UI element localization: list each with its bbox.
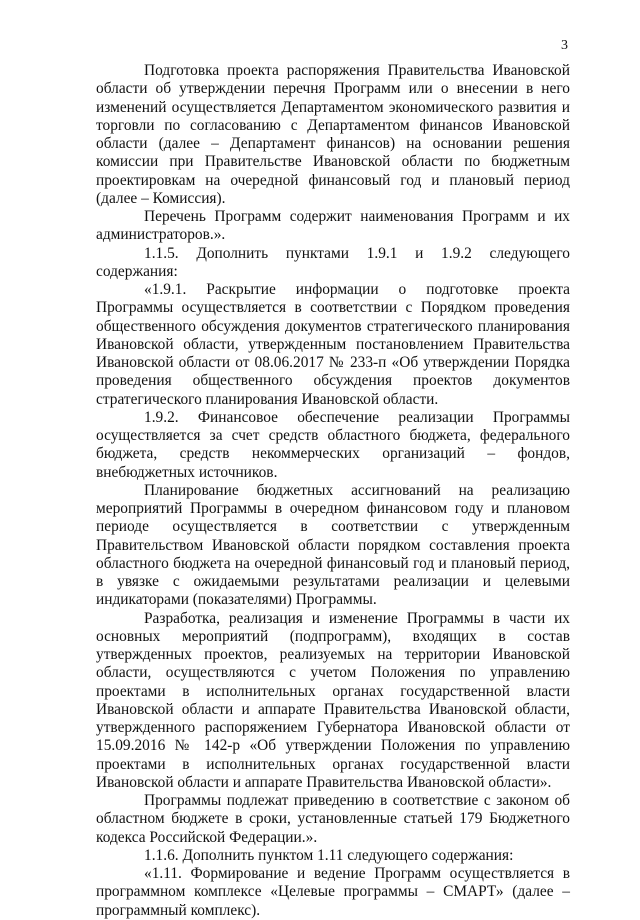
paragraph: 1.9.2. Финансовое обеспечение реализации Программы осуществляется за счет средств областного бюджета, федерального бюджета, средств некоммерческих организаций – фондов, внебюджетных источников.	[96, 408, 570, 481]
paragraph: Перечень Программ содержит наименования Программ и их администраторов.».	[96, 208, 570, 244]
paragraph: 1.1.6. Дополнить пунктом 1.11 следующего содержания:	[144, 846, 514, 864]
page-number: 3	[561, 38, 568, 53]
paragraph: 1.1.5. Дополнить пунктами 1.9.1 и 1.9.2 следующего содержания:	[96, 244, 570, 280]
paragraph: «1.11. Формирование и ведение Программ осуществляется в программном комплексе «Целевые программы – СМАРТ» (далее – программный комплекс).	[96, 865, 570, 919]
document-body	[96, 62, 570, 920]
paragraph: Программы подлежат приведению в соответствие с законом об областном бюджете в сроки, установленные статьей 179 Бюджетного кодекса Российской Федерации.».	[96, 792, 570, 846]
paragraph: «1.9.1. Раскрытие информации о подготовке проекта Программы осуществляется в соответствии с Порядком проведения общественного обсуждения документов стратегического планирования Ивановской области, утвержденным постановлением Правительства Ивановской области от 08.06.2017 № 233-п «Об утверждении Порядка проведения общественного обсуждения проектов документов стратегического планирования Ивановской области.	[96, 281, 570, 408]
paragraph: Подготовка проекта распоряжения Правительства Ивановской области об утверждении перечня Программ или о внесении в него изменений осуществляется Департаментом экономического развития и торговли по согласованию с Департаментом финансов Ивановской области (далее – Департамент финансов) на основании решения комиссии при Правительстве Ивановской области по бюджетным проектировкам на очередной финансовый год и плановый период (далее – Комиссия).	[96, 62, 570, 207]
paragraph: Планирование бюджетных ассигнований на реализацию мероприятий Программы в очередном финансовом году и плановом периоде осуществляется в соответствии с утвержденным Правительством Ивановской области порядком составления проекта областного бюджета на очередной финансовый год и плановый период, в увязке с ожидаемыми результатами реализации и целевыми индикаторами (показателями) Программы.	[96, 481, 570, 609]
paragraph: Разработка, реализация и изменение Программы в части их основных мероприятий (подпрограмм), входящих в состав утвержденных проектов, реализуемых на территории Ивановской области, осуществляются с учетом Положения по управлению проектами в исполнительных органах государственной власти Ивановской области и аппарате Правительства Ивановской области, утвержденного распоряжением Губернатора Ивановской области от 15.09.2016 № 142-р «Об утверждении Положения по управлению проектами в исполнительных органах государственной власти Ивановской области и аппарате Правительства Ивановской области».	[96, 609, 570, 791]
